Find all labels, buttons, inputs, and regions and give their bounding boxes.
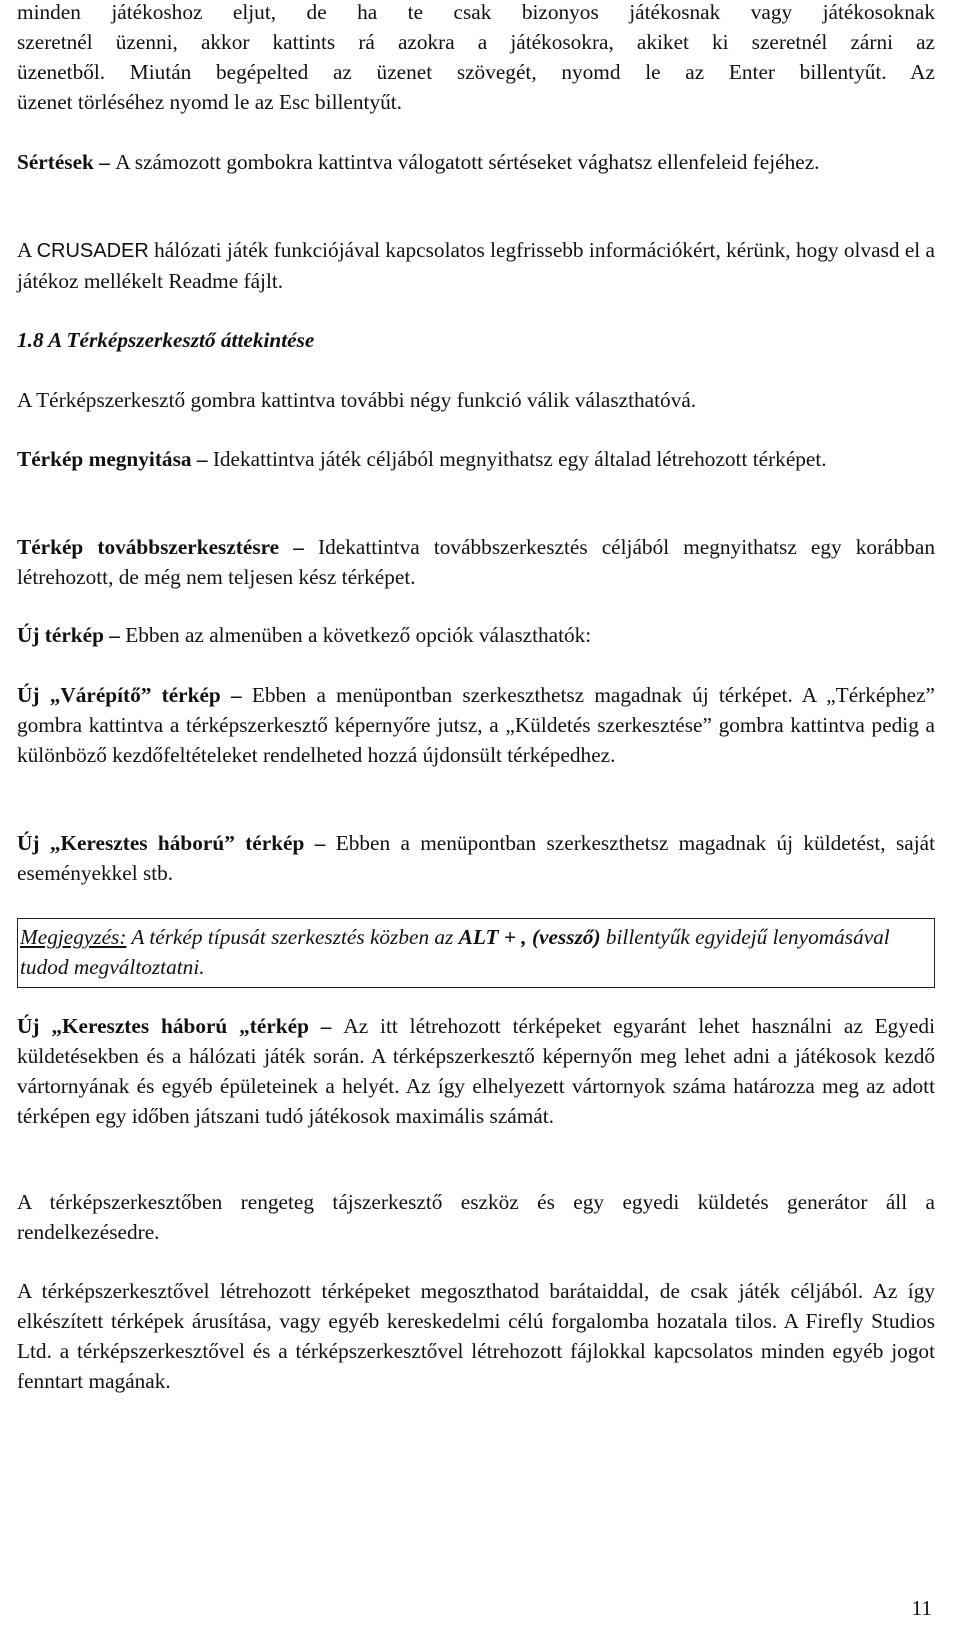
new-map-paragraph (17, 620, 935, 650)
crusader-info-before: A (17, 238, 37, 262)
section-intro: A Térképszerkesztő gombra kattintva további négy funkció válik választhatóvá. (17, 388, 697, 412)
crusade-map-usage-paragraph (17, 1011, 935, 1131)
new-crusade-map-term: Új „Keresztes háború” térkép (17, 831, 305, 855)
page-number: 11 (911, 1596, 932, 1620)
new-crusade-map-paragraph (17, 828, 935, 888)
intro-paragraph (17, 0, 935, 117)
note-text-2: billentyűk egyidejű lenyomásával tudod megváltoztatni. (20, 925, 890, 979)
new-castle-map-paragraph (17, 680, 935, 770)
intro-line: üzenetből. Miután begépelted az üzenet szövegét, nyomd le az Enter billentyűt. Az (17, 60, 935, 84)
open-map-paragraph (17, 444, 935, 474)
continue-editing-paragraph (17, 532, 935, 592)
note-text (20, 922, 926, 982)
dash: – (220, 683, 252, 707)
note-keys: ALT + , (vessző) (458, 925, 601, 949)
dash: – (191, 447, 213, 471)
open-map-text: Idekattintva játék céljából megnyithatsz egy általad létrehozott térképet. (212, 447, 827, 471)
crusade-map-usage-text: Az itt létrehozott térképeket egyaránt lehet használni az Egyedi küldetésekben és a hálózati játék során. A térképszerkesztő képernyőn meg lehet adni a játékosok kezdő vártornyának és egyéb épületeinek a helyét. Az így elhelyezett vártornyok száma határozza meg az adott térképen egy időben játszani tudó játékosok maximális számát. (17, 1014, 935, 1128)
new-crusade-map-text: Ebben a menüpontban szerkeszthetsz magadnak új küldetést, saját eseményekkel stb. (17, 831, 936, 885)
insults-term: Sértések (17, 150, 94, 174)
continue-editing-term: Térkép továbbszerkesztésre (17, 535, 280, 559)
continue-editing-text: Idekattintva továbbszerkesztés céljából megnyithatsz egy korábban létrehozott, de még nem teljesen kész térképet. (17, 535, 936, 589)
intro-line: minden játékoshoz eljut, de ha te csak bizonyos játékosnak vagy játékosoknak (17, 0, 935, 24)
dash: – (103, 623, 126, 647)
intro-line: üzenet törléséhez nyomd le az Esc billentyűt. (17, 90, 402, 114)
new-map-term: Új térkép (17, 623, 104, 647)
section-heading: 1.8 A Térképszerkesztő áttekintése (17, 328, 315, 352)
crusader-info-paragraph (17, 235, 935, 296)
dash: – (93, 150, 116, 174)
note-prefix: Megjegyzés: (20, 925, 127, 949)
copyright-paragraph: A térképszerkesztővel létrehozott térképeket megoszthatod barátaiddal, de csak játék céljából. Az így elkészített térképek árusítása, vagy egyéb kereskedelmi célú forgalomba hozatala tilos. A Firefly Studios Ltd. a térképszerkesztővel és a térképszerkesztővel létrehozott fájlokkal kapcsolatos minden egyéb jogot fenntart magának. (17, 1279, 935, 1393)
note-text-1: A térkép típusát szerkesztés közben az (126, 925, 459, 949)
dash: – (308, 1014, 344, 1038)
dash: – (279, 535, 319, 559)
insults-paragraph (17, 147, 935, 177)
note-box (17, 918, 935, 988)
crusader-info-after: hálózati játék funkciójával kapcsolatos legfrissebb információkért, kérünk, hogy olvasd el a játékoz mellékelt Readme fájlt. (17, 238, 935, 293)
tools-paragraph: A térképszerkesztőben rengeteg tájszerkesztő eszköz és egy egyedi küldetés generátor áll a rendelkezésedre. (17, 1190, 935, 1244)
new-castle-map-term: Új „Várépítő” térkép (17, 683, 221, 707)
intro-line: szeretnél üzenni, akkor kattints rá azokra a játékosokra, akiket ki szeretnél zárni az (17, 30, 935, 54)
open-map-term: Térkép megnyitása (17, 447, 192, 471)
crusade-map-usage-term: Új „Keresztes háború „térkép (17, 1014, 309, 1038)
dash: – (304, 831, 336, 855)
insults-text: A számozott gombokra kattintva válogatott sértéseket vághatsz ellenfeleid fejéhez. (115, 150, 820, 174)
new-map-text: Ebben az almenüben a következő opciók választhatók: (125, 623, 592, 647)
new-castle-map-text: Ebben a menüpontban szerkeszthetsz magadnak új térképet. A „Térképhez” gombra kattintva a térképszerkesztő képernyőre jutsz, a „Küldetés szerkesztése” gombra kattintva pedig a különböző kezdőfeltételeket rendelheted hozzá újdonsült térképedhez. (17, 683, 935, 767)
game-name: CRUSADER (36, 240, 149, 262)
